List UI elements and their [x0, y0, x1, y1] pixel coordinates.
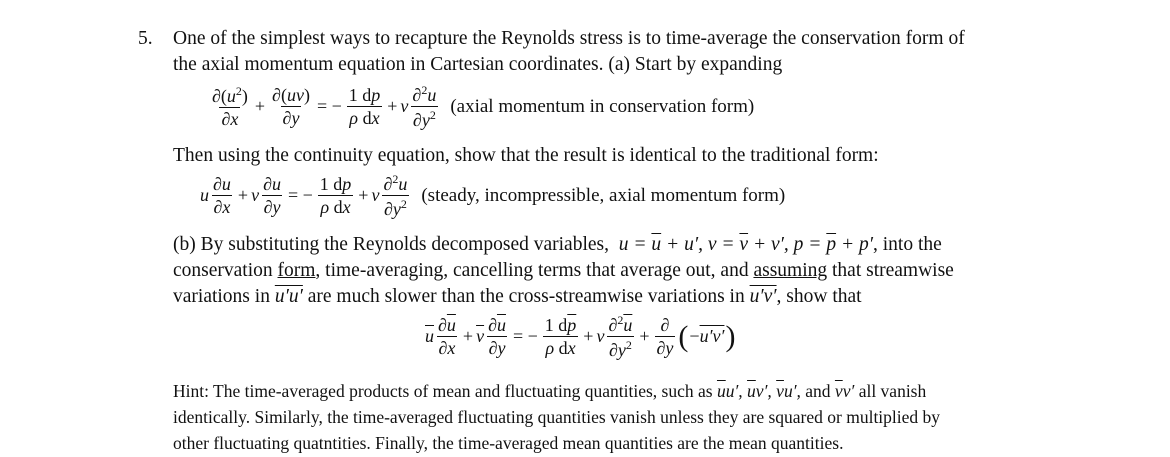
fraction: $\frac{\partial^2u}{\partial y^2}$: [412, 83, 437, 130]
part-b-line-3: variations in u′u′ are much slower than the cross-streamwise variations in u′v′, show that: [173, 286, 862, 307]
hint-line-1: Hint: The time-averaged products of mean and fluctuating quantities, such as $\overline{u}u'$, $\overline{u}v'$, $\overline{v}u'$, and $\overline{v}v'$ all vanish: [173, 381, 927, 401]
problem-number: 5.: [138, 28, 153, 49]
equation-reynolds-averaged: $\overline{u}$ $\frac{\partial\overline{u}}{\partial x}$ + $\overline{v}$ $\frac{\partial\overline{u}}{\partial y}$ = − $\frac{1 d\overline{p}}{\text{ρ dx}}$ + v $\frac{\partial^2\overline{u}}{\partial y^2}$ + $\frac{\partial}{\partial y}$ ( −u′v′ ): [425, 313, 736, 360]
fraction: $\frac{\partial u}{\partial x}$: [213, 174, 231, 217]
hint-line-3: other fluctuating quatntities. Finally, the time-averaged mean quantities are the mean quantities.: [173, 433, 844, 453]
fraction: $\frac{\partial(u^2)}{\partial x}$: [212, 84, 248, 129]
fraction: $\frac{1 dp}{\text{ρ dx}}$: [348, 85, 381, 128]
fraction: $\frac{\partial^2u}{\partial y^2}$: [383, 172, 408, 219]
part-b-line-1: (b) By substituting the Reynolds decomposed variables, $u = \overline{u} + u'$, $v = \overline{v} + v'$, $p = \overline{p} + p'$, into the: [173, 234, 942, 255]
fraction: $\frac{\partial^2\overline{u}}{\partial y^2}$: [608, 313, 633, 360]
intro-line-2: the axial momentum equation in Cartesian coordinates. (a) Start by expanding: [173, 54, 783, 75]
equation-traditional-form: u $\frac{\partial u}{\partial x}$ + v $\frac{\partial u}{\partial y}$ = − $\frac{1 dp}{\text{ρ dx}}$ + v $\frac{\partial^2u}{\partial y^2}$ (steady, incompressible, axial momentum form): [200, 172, 786, 219]
fraction: $\frac{1 dp}{\text{ρ dx}}$: [319, 174, 352, 217]
fraction: $\frac{\partial\overline{u}}{\partial y}$: [488, 315, 506, 358]
reynolds-decomposition: $u = \overline{u} + u'$, $v = \overline{v} + v'$, $p = \overline{p} + p'$: [613, 234, 873, 255]
equation-note: (steady, incompressible, axial momentum form): [421, 184, 786, 206]
fraction: $\frac{1 d\overline{p}}{\text{ρ dx}}$: [544, 315, 577, 358]
fraction: $\frac{\partial}{\partial y}$: [656, 315, 674, 358]
part-b-line-2: conservation form, time-averaging, cancelling terms that average out, and assuming that streamwise: [173, 260, 954, 281]
fraction: $\frac{\partial\overline{u}}{\partial x}$: [438, 315, 456, 358]
intro-line-1: One of the simplest ways to recapture the Reynolds stress is to time-average the conservation form of: [173, 28, 965, 49]
hint-line-2: identically. Similarly, the time-averaged fluctuating quantities vanish unless they are squared or multiplied by: [173, 407, 941, 427]
fraction: $\frac{\partial(uv)}{\partial y}$: [272, 85, 310, 128]
fraction: $\frac{\partial u}{\partial y}$: [263, 174, 281, 217]
equation-note: (axial momentum in conservation form): [450, 95, 755, 117]
continuity-line: Then using the continuity equation, show that the result is identical to the traditional form:: [173, 145, 879, 166]
equation-conservation-form: $\frac{\partial(u^2)}{\partial x}$ + $\frac{\partial(uv)}{\partial y}$ = − $\frac{1 dp}{\text{ρ dx}}$ + v $\frac{\partial^2u}{\partial y^2}$ (axial momentum in conservation form): [212, 83, 755, 130]
